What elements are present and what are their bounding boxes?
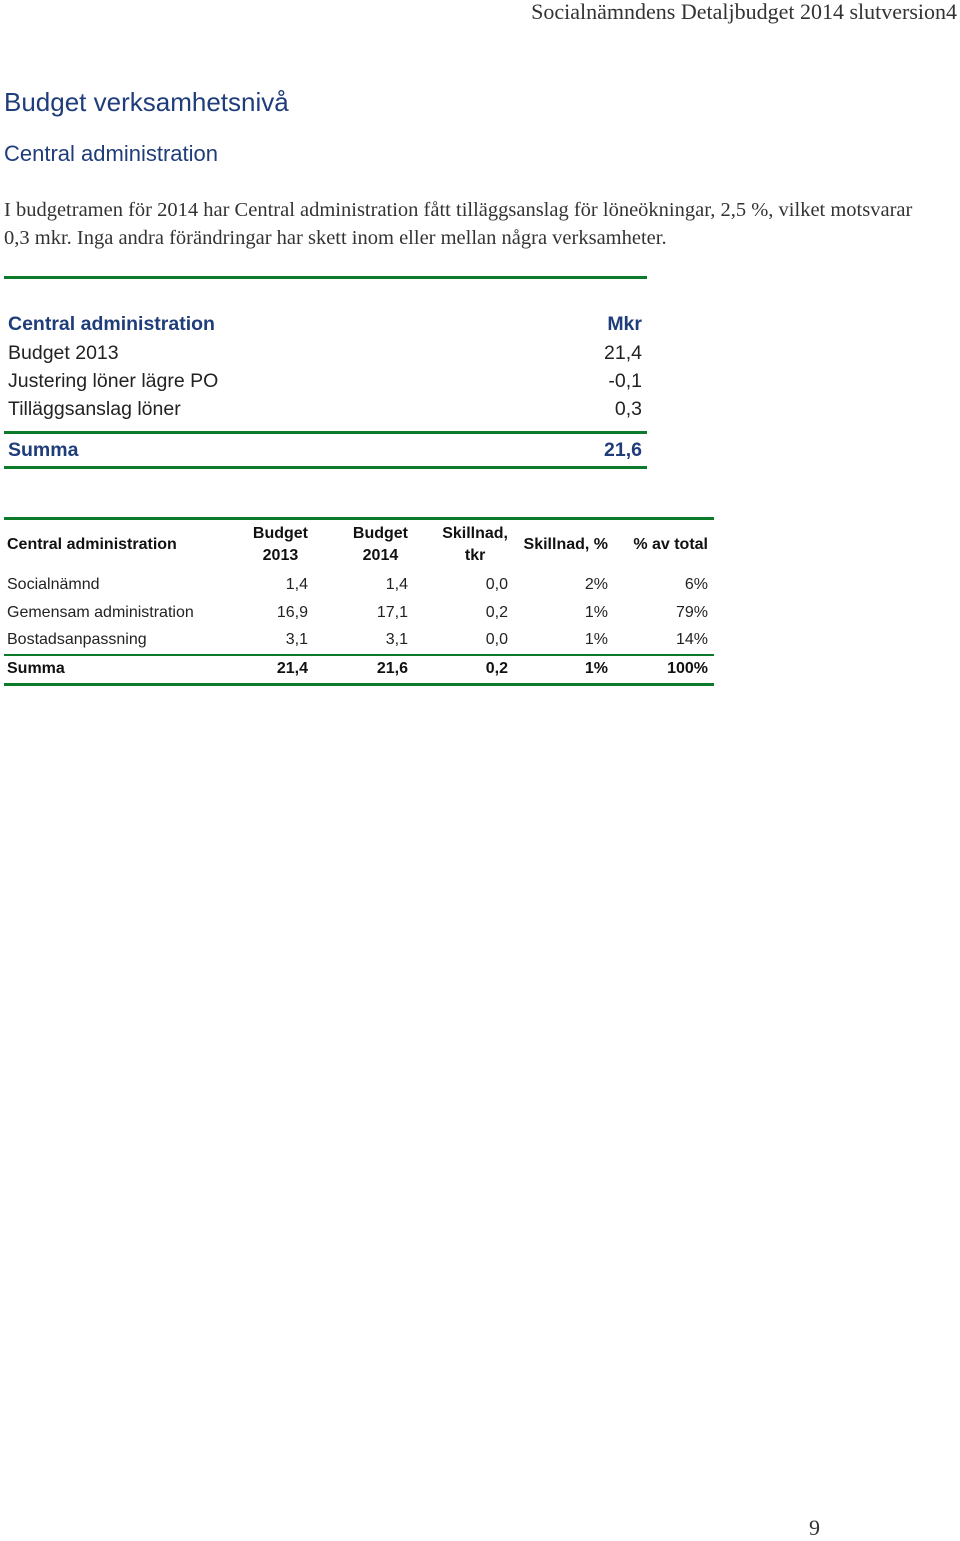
activity-budget-table xyxy=(4,517,714,686)
section-title: Budget verksamhetsnivå xyxy=(4,87,289,117)
table-header-label: Central administration xyxy=(8,312,215,335)
table-sum-row xyxy=(4,655,714,685)
intro-paragraph: I budgetramen för 2014 har Central administration fått tilläggsanslag för löneökningar, 2,5 %, vilket motsvarar 0,3 mkr. Inga andra förändringar har skett inom eller mellan några verksamheter. xyxy=(4,199,913,249)
table-row xyxy=(4,395,647,423)
cell-diff-tkr: 0,2 xyxy=(414,655,514,685)
row-value: -0,1 xyxy=(608,369,642,392)
budget-change-table xyxy=(4,276,647,469)
cell-budget-2013: 16,9 xyxy=(276,603,308,621)
cell-diff-pct: 1% xyxy=(584,631,608,648)
cell-budget-2014: 3,1 xyxy=(385,631,408,648)
table-row xyxy=(4,571,714,599)
cell-budget-2014: 1,4 xyxy=(385,575,408,593)
col-header-name: Central administration xyxy=(4,519,214,571)
table-bottom-rule xyxy=(4,466,647,469)
col-header-diff-tkr: Skillnad, tkr xyxy=(414,519,514,571)
cell-share: 100% xyxy=(614,655,714,685)
subsection-title: Central administration xyxy=(4,141,218,166)
table-row xyxy=(4,627,714,655)
cell-name: Bostadsanpassning xyxy=(7,631,147,648)
cell-diff-tkr: 0,2 xyxy=(485,603,508,621)
cell-diff-tkr: 0,0 xyxy=(485,575,508,593)
cell-budget-2013: 3,1 xyxy=(285,631,308,648)
row-label: Tilläggsanslag löner xyxy=(8,397,181,420)
cell-name: Summa xyxy=(4,655,214,685)
sum-value: 21,6 xyxy=(604,438,642,461)
col-header-budget-2013: Budget 2013 xyxy=(214,519,314,571)
table-sum-row xyxy=(4,434,647,466)
table-header-row xyxy=(4,519,714,571)
cell-share: 6% xyxy=(684,575,708,593)
table-header-unit: Mkr xyxy=(607,312,642,335)
cell-name: Socialnämnd xyxy=(7,575,100,593)
col-header-diff-pct: Skillnad, % xyxy=(514,519,614,571)
cell-diff-pct: 1% xyxy=(584,603,608,621)
cell-diff-tkr: 0,0 xyxy=(485,631,508,648)
col-header-share: % av total xyxy=(614,519,714,571)
table-row xyxy=(4,367,647,395)
row-label: Budget 2013 xyxy=(8,341,119,364)
row-value: 21,4 xyxy=(604,341,642,364)
table-header-row xyxy=(4,309,647,339)
cell-budget-2013: 1,4 xyxy=(285,575,308,593)
cell-share: 79% xyxy=(675,603,708,621)
cell-diff-pct: 2% xyxy=(584,575,608,593)
row-label: Justering löner lägre PO xyxy=(8,369,219,392)
cell-budget-2014: 21,6 xyxy=(314,655,414,685)
document-header: Socialnämndens Detaljbudget 2014 slutversion4 xyxy=(531,0,957,24)
sum-label: Summa xyxy=(8,438,79,461)
row-value: 0,3 xyxy=(614,397,642,420)
col-header-budget-2014: Budget 2014 xyxy=(314,519,414,571)
page-number: 9 xyxy=(809,1515,820,1540)
cell-share: 14% xyxy=(675,631,708,648)
table-top-rule xyxy=(4,276,647,279)
cell-name: Gemensam administration xyxy=(7,603,194,621)
table-row xyxy=(4,599,714,627)
cell-budget-2014: 17,1 xyxy=(376,603,408,621)
table-row xyxy=(4,339,647,367)
cell-diff-pct: 1% xyxy=(514,655,614,685)
cell-budget-2013: 21,4 xyxy=(214,655,314,685)
